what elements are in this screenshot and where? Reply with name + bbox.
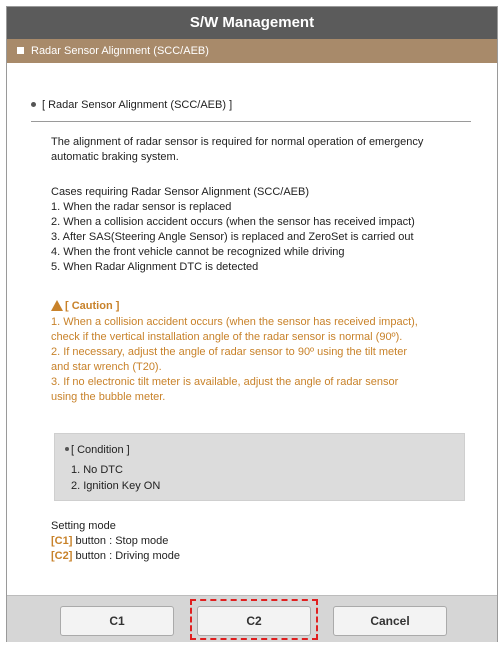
caution-line: 3. If no electronic tilt meter is available, adjust the angle of radar sensor bbox=[51, 376, 399, 388]
setting-c1-line bbox=[51, 534, 476, 549]
c1-tag: [C1] bbox=[51, 535, 73, 547]
window-title: S/W Management bbox=[7, 7, 497, 39]
sw-management-window bbox=[6, 6, 498, 642]
case-item: 5. When Radar Alignment DTC is detected bbox=[51, 261, 259, 273]
case-item: 3. After SAS(Steering Angle Sensor) is replaced and ZeroSet is carried out bbox=[51, 231, 414, 243]
caution-line: check if the vertical installation angle of the radar sensor is normal (90º). bbox=[51, 331, 403, 343]
condition-heading bbox=[65, 444, 130, 456]
section-heading-text: [ Radar Sensor Alignment (SCC/AEB) ] bbox=[42, 99, 233, 111]
square-bullet-icon bbox=[17, 47, 24, 54]
setting-mode-title: Setting mode bbox=[51, 520, 116, 532]
caution-heading bbox=[51, 299, 476, 314]
c1-button[interactable]: C1 bbox=[60, 606, 174, 636]
condition-title: [ Condition ] bbox=[71, 444, 130, 456]
c2-tag: [C2] bbox=[51, 550, 73, 562]
caution-line: 1. When a collision accident occurs (when the sensor has received impact), bbox=[51, 316, 418, 328]
button-bar bbox=[7, 595, 497, 642]
intro-line-2: automatic braking system. bbox=[51, 151, 179, 163]
condition-item: 2. Ignition Key ON bbox=[71, 480, 161, 492]
section-heading bbox=[31, 99, 232, 111]
c1-description: button : Stop mode bbox=[72, 535, 169, 547]
condition-box bbox=[54, 433, 465, 501]
case-item: 4. When the front vehicle cannot be recognized while driving bbox=[51, 246, 345, 258]
setting-c2-line bbox=[51, 549, 476, 564]
cases-title: Cases requiring Radar Sensor Alignment (SCC/AEB) bbox=[51, 186, 310, 198]
section-divider bbox=[31, 121, 471, 122]
bullet-icon bbox=[31, 102, 36, 107]
subheader-bar bbox=[7, 39, 497, 63]
content-area bbox=[7, 63, 497, 595]
intro-line-1: The alignment of radar sensor is required for normal operation of emergency bbox=[51, 136, 424, 148]
caution-line: using the bubble meter. bbox=[51, 391, 166, 403]
case-item: 2. When a collision accident occurs (when the sensor has received impact) bbox=[51, 216, 415, 228]
caution-title: [ Caution ] bbox=[65, 300, 120, 312]
caution-line: and star wrench (T20). bbox=[51, 361, 162, 373]
subheader-title: Radar Sensor Alignment (SCC/AEB) bbox=[31, 45, 209, 57]
case-item: 1. When the radar sensor is replaced bbox=[51, 201, 232, 213]
c2-description: button : Driving mode bbox=[72, 550, 181, 562]
bullet-icon bbox=[65, 447, 69, 451]
caution-line: 2. If necessary, adjust the angle of radar sensor to 90º using the tilt meter bbox=[51, 346, 408, 358]
warning-icon bbox=[51, 300, 63, 311]
condition-item: 1. No DTC bbox=[71, 464, 123, 476]
c2-button[interactable]: C2 bbox=[197, 606, 311, 636]
cancel-button[interactable]: Cancel bbox=[333, 606, 447, 636]
